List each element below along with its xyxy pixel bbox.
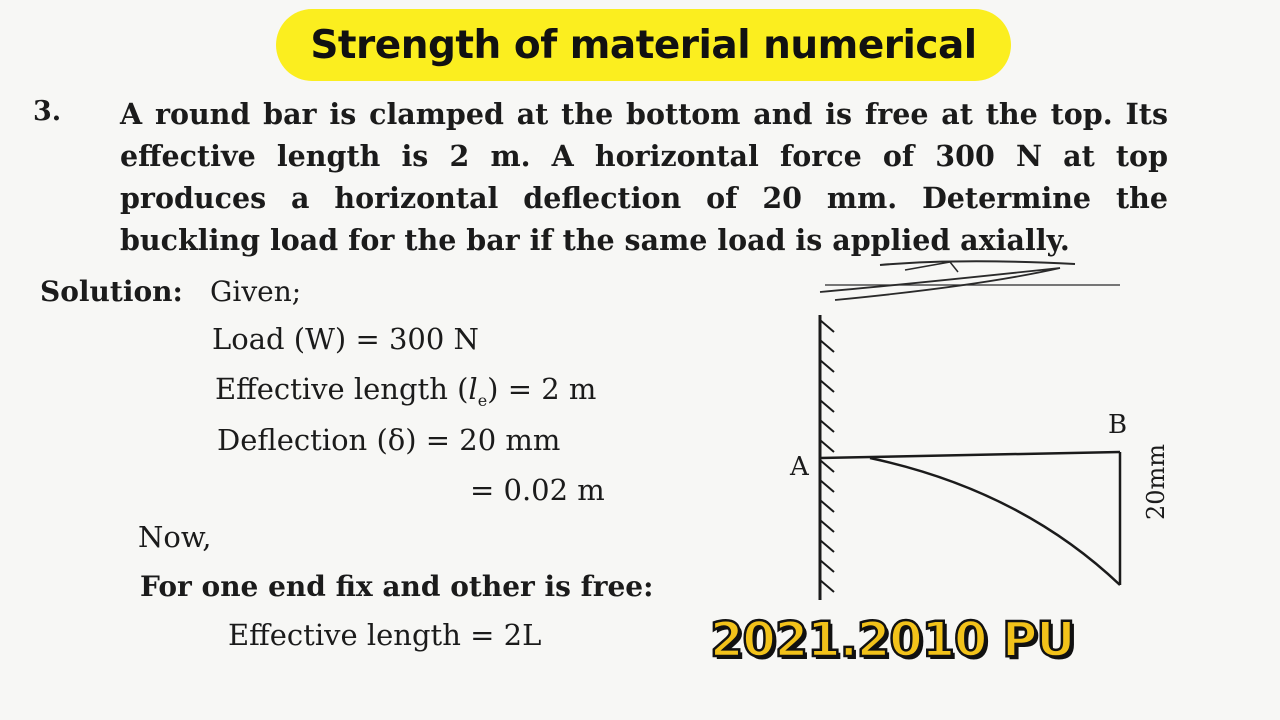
question-number: 3. bbox=[33, 96, 62, 127]
deflection-20mm-label: 20mm bbox=[1142, 443, 1170, 520]
banner-title: Strength of material numerical bbox=[310, 22, 977, 68]
question-line-4: buckling load for the bar if the same load is applied axially. bbox=[120, 223, 1070, 257]
point-a-label: A bbox=[790, 452, 809, 482]
given-effective-length: Effective length $(l_e) = 2$ m bbox=[215, 372, 597, 410]
given-load: Load (W) = 300 N bbox=[212, 322, 479, 356]
solution-label: Solution: bbox=[40, 275, 183, 308]
now-text: Now, bbox=[138, 520, 212, 554]
given-deflection: Deflection (δ) = 20 mm bbox=[217, 423, 561, 457]
question-line-2: effective length is 2 m. A horizontal force of 300 N at top bbox=[120, 139, 1168, 173]
solution-given: Given; bbox=[210, 275, 302, 308]
end-condition-text: For one end fix and other is free: bbox=[140, 570, 654, 603]
effective-length-formula: Effective length = 2L bbox=[228, 618, 542, 652]
question-line-1: A round bar is clamped at the bottom and is free at the top. Its bbox=[120, 97, 1168, 131]
watermark-pu: 2021.2010 PU bbox=[710, 612, 1075, 668]
point-b-label: B bbox=[1108, 410, 1128, 440]
question-line-3: produces a horizontal deflection of 20 mm. Determine the bbox=[120, 181, 1168, 215]
cantilever-diagram bbox=[790, 300, 1170, 614]
cantilever-drawing bbox=[790, 300, 1170, 610]
given-deflection-meters: = 0.02 m bbox=[470, 473, 605, 507]
